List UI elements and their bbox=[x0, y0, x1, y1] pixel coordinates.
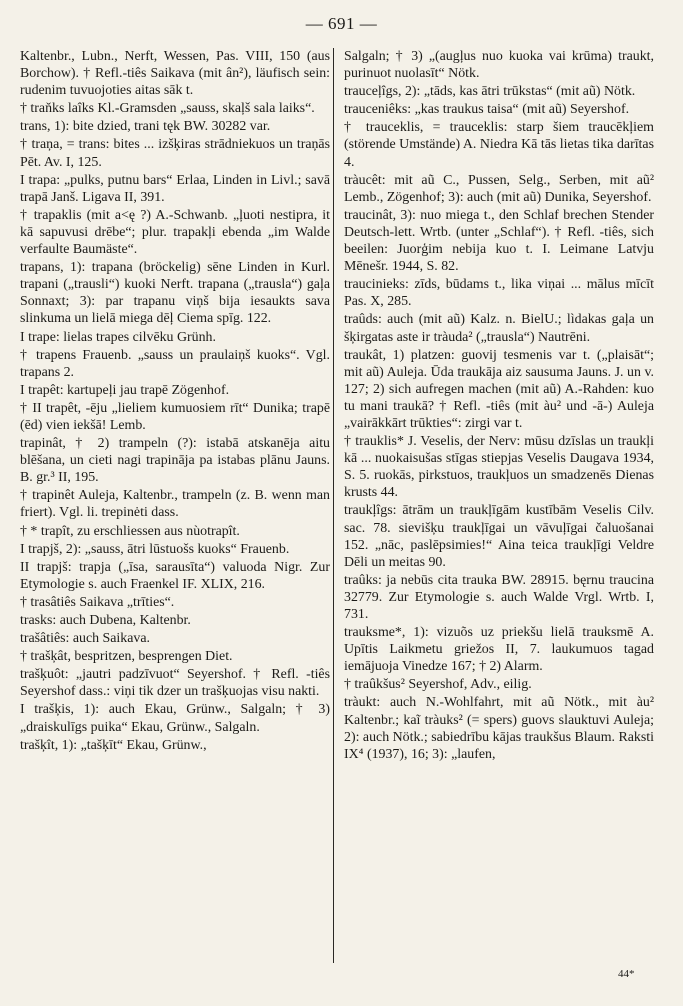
dictionary-entry: tràucêt: mit aũ C., Pussen, Selg., Serben, mit aũ² Lemb., Zögenhof; 3): auch (mit aũ) Dunika, Seyershof. bbox=[344, 172, 654, 205]
dictionary-entry: trauceniêks: „kas traukus taisa“ (mit aũ) Seyershof. bbox=[344, 102, 630, 118]
dictionary-entry: trašķît, 1): „tašķīt“ Ekau, Grünw., bbox=[20, 737, 207, 753]
signature-mark: 44* bbox=[618, 968, 635, 980]
dictionary-entry: traukļîgs: ātrām un traukļīgām kustībām Veselis Cilv. sac. 78. sievišķu traukļīgai un vāvuļīgai čaluošanai 152. „nāc, paslēpsimies!“ Aina teica traukļīgi Veldre Dēli un meitas 90. bbox=[344, 503, 654, 570]
dictionary-entry: II trapjš: trapja („īsa, sarausīta“) valuoda Nigr. Zur Etymologie s. auch Fraenkel IF. XLIX, 216. bbox=[20, 559, 330, 592]
dictionary-entry: trašâtiês: auch Saikava. bbox=[20, 631, 150, 647]
dictionary-entry: † trapens Frauenb. „sauss un praulaiņš kuoks“. Vgl. trapans 2. bbox=[20, 347, 330, 380]
dictionary-entry: † trauklis* J. Veselis, der Nerv: mūsu dzīslas un traukļi kā ... nuokaisušas stīgas stiepjas Veselis Daugava 1934, S. 5. ruokās, pirkstuos, traukļuos un smadzenēs Dienas krusts 44. bbox=[344, 434, 654, 501]
column-divider bbox=[333, 48, 334, 963]
dictionary-entry: † trauceklis, = trauceklis: starp šiem traucēkļiem (störende Umstände) A. Niedra Kā tās lietas tika darītas 4. bbox=[344, 120, 654, 170]
dictionary-entry: I trapêt: kartupeļi jau trapē Zögenhof. bbox=[20, 382, 230, 398]
dictionary-entry: traukât, 1) platzen: guovij tesmenis var t. („plaisāt“; mit aũ) Auleja. Ūda traukāja aiz sausuma Jauns. J. un v. 127; 2) sich aufregen machen (mit aũ) A.-Rahden: kuo tu mani traukā? † Refl. -tiês (mit àu² und -ā-) Auleja „vairākkārt trūkties“: zirgi var t. bbox=[344, 347, 654, 431]
dictionary-entry: † traņa, = trans: bites ... izšķiras strādniekuos un traņās Pēt. Av. I, 125. bbox=[20, 137, 330, 170]
dictionary-entry: † II trapêt, -ēju „lieliem kumuosiem rīt“ Dunika; trapē (ēd) vien iekšā! Lemb. bbox=[20, 400, 330, 433]
dictionary-entry: trasks: auch Dubena, Kaltenbr. bbox=[20, 613, 191, 628]
dictionary-entry: I trašķis, 1): auch Ekau, Grünw., Salgaln; † 3) „draiskulīgs puika“ Ekau, Grünw., Salgaln. bbox=[20, 702, 330, 735]
dictionary-entry: tràukt: auch N.-Wohlfahrt, mit aũ Nötk., mit àu² Kaltenbr.; kaĩ tràuks² (= spers) guovs slauktuvi Auleja; 2): auch Nötk.; sabiedrību kājas traukšus Blaum. Raksti IX⁴ (1937), 16; 3): „laufen, bbox=[344, 695, 654, 762]
dictionary-entry: † * trapît, zu erschliessen aus nùotrapît. bbox=[20, 523, 240, 539]
dictionary-entry: trapans, 1): trapana (bröckelig) sēne Linden in Kurl. trapani („trausli“) kuoki Nerft. trapana („trausla“) gaļa Sonnaxt; 3): par trapanu viņš bija iesaukts sava slinkuma un lielā miega dēļ Ciema spīg. 122. bbox=[20, 260, 330, 327]
dictionary-entry: Kaltenbr., Lubn., Nerft, Wessen, Pas. VIII, 150 (aus Borchow). † Refl.-tiês Saikava (mit ân²), läufisch sein: rudenim tuvuojoties aitas sāk t. bbox=[20, 49, 330, 99]
dictionary-entry: † trasâtiês Saikava „trīties“. bbox=[20, 594, 175, 610]
dictionary-entry: traûds: auch (mit aũ) Kalz. n. BielU.; lìdakas gaļa un šķirgatas aste ir tràuda² („trausla“) Nautrēni. bbox=[344, 312, 654, 345]
dictionary-entry: † trašķât, bespritzen, besprengen Diet. bbox=[20, 649, 233, 665]
page-number: — 691 — bbox=[305, 14, 378, 33]
dictionary-entry: traucinieks: zīds, būdams t., lika viņai ... mālus mīcīt Pas. X, 285. bbox=[344, 277, 654, 310]
left-column bbox=[20, 48, 330, 755]
dictionary-entry: trauksme*, 1): vizuõs uz priekšu lielā trauksmē A. Upītis Laikmetu griežos II, 7. laukumuos tagad iemājuoja Vinedze 167; † 2) Alarm. bbox=[344, 625, 654, 675]
dictionary-entry: traûks: ja nebūs cita trauka BW. 28915. bęrnu traucina 32779. Zur Etymologie s. auch Walde Vrgl. Wrtb. I, 731. bbox=[344, 572, 654, 622]
dictionary-entry: † trapaklis (mit a<ę ?) A.-Schwanb. „ļuoti nestipra, it kā sapuvusi drēbe“; plur. trapakļi ebenda „im Walde verfaulte Baumäste“. bbox=[20, 207, 330, 258]
dictionary-entry: † traûkšus² Seyershof, Adv., eilig. bbox=[344, 677, 532, 693]
dictionary-entry: trapinât, † 2) trampeln (?): istabā atskanēja aitu blēšana, un cieti nagi trapināja pa istabas plānu Jauns. B. gr.³ II, 195. bbox=[20, 436, 330, 486]
dictionary-entry: trauceļîgs, 2): „tāds, kas ātri trūkstas“ (mit aũ) Nötk. bbox=[344, 84, 636, 100]
dictionary-entry: traucinât, 3): nuo miega t., den Schlaf brechen Stender Deutsch-lett. Wrtb. (unter „Schlaf“). † Refl. -tiês, sich beeilen: Juorģim nebija kuo t. I. Leimane Latvju Mēnešr. 1944, S. 82. bbox=[344, 207, 654, 275]
right-column bbox=[344, 48, 654, 764]
dictionary-entry: trans, 1): bite dzied, trani tęk BW. 30282 var. bbox=[20, 119, 271, 135]
dictionary-entry: I trapa: „pulks, putnu bars“ Erlaa, Linden in Livl.; savā trapā Janš. Ligava II, 391. bbox=[20, 172, 330, 205]
dictionary-entry: † traňks laîks Kl.-Gramsden „sauss, skaļš sala laiks“. bbox=[20, 101, 315, 117]
dictionary-entry: trašķuôt: „jautri padzīvuot“ Seyershof. † Refl. -tiês Seyershof dass.: viņi tik dzer un trašķuojas visu nakti. bbox=[20, 667, 330, 700]
dictionary-entry: I trapjš, 2): „sauss, ātri lūstuošs kuoks“ Frauenb. bbox=[20, 541, 290, 557]
dictionary-entry: Salgaln; † 3) „(augļus nuo kuoka vai krūma) traukt, purinuot nuolasīt“ Nötk. bbox=[344, 49, 654, 82]
dictionary-entry: † trapinêt Auleja, Kaltenbr., trampeln (z. B. wenn man friert). Vgl. li. trepinėti dass. bbox=[20, 488, 330, 521]
dictionary-entry: I trape: lielas trapes cilvēku Grünh. bbox=[20, 329, 216, 345]
